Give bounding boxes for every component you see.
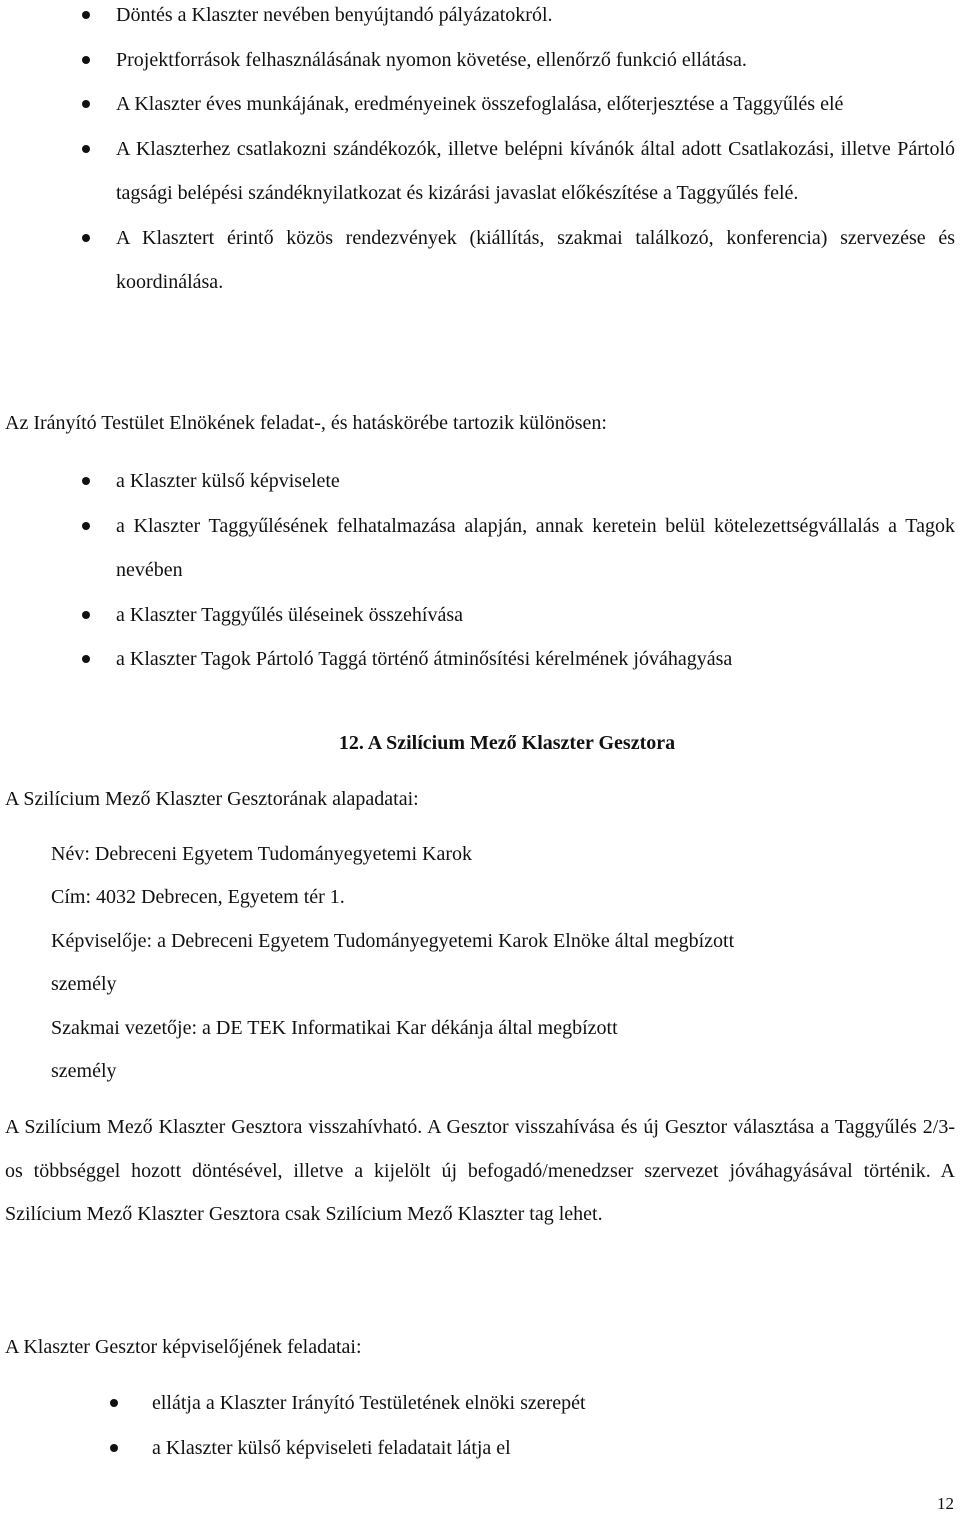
recall-paragraph: A Szilícium Mező Klaszter Gesztora visszahívható. A Gesztor visszahívása és új Gesztor választása a Taggyűlés 2/3-os többséggel hozott döntésével, illetve a kijelölt új befogadó/menedzser szervezet jóváhagyásával történik. A Szilícium Mező Klaszter Gesztora csak Szilícium Mező Klaszter tag lehet. — [5, 1116, 955, 1225]
rep-tasks-list — [152, 1381, 955, 1470]
list-item: Döntés a Klaszter nevében benyújtandó pályázatokról. — [116, 0, 955, 38]
basic-data-intro: A Szilícium Mező Klaszter Gesztorának alapadatai: — [5, 788, 419, 810]
rep-tasks-intro: A Klaszter Gesztor képviselőjének feladatai: — [5, 1336, 362, 1358]
list-item: a Klaszter külső képviseleti feladatait látja el — [152, 1426, 955, 1471]
list-item: a Klaszter Taggyűlésének felhatalmazása alapján, annak keretein belül kötelezettségvállalás a Tagok nevében — [116, 504, 955, 593]
cluster-tasks-list — [116, 0, 955, 305]
section-title: 12. A Szilícium Mező Klaszter Gesztora — [338, 732, 676, 754]
list-item: A Klaszter éves munkájának, eredményeinek összefoglalása, előterjesztése a Taggyűlés elé — [116, 82, 955, 127]
list-item: a Klaszter Taggyűlés üléseinek összehívása — [116, 593, 955, 638]
gestor-address: Cím: 4032 Debrecen, Egyetem tér 1. — [51, 886, 345, 908]
gestor-name: Név: Debreceni Egyetem Tudományegyetemi Karok — [51, 843, 472, 865]
page-number: 12 — [937, 1494, 954, 1513]
list-item: a Klaszter külső képviselete — [116, 459, 955, 504]
list-item: Projektforrások felhasználásának nyomon követése, ellenőrző funkció ellátása. — [116, 38, 955, 83]
president-duties-list — [116, 459, 955, 682]
president-intro: Az Irányító Testület Elnökének feladat-, és hatáskörébe tartozik különösen: — [5, 412, 607, 434]
gestor-representative: Képviselője: a Debreceni Egyetem Tudományegyetemi Karok Elnöke által megbízott — [51, 930, 735, 952]
gestor-professional-lead: Szakmai vezetője: a DE TEK Informatikai Kar dékánja által megbízott — [51, 1017, 618, 1039]
list-item: ellátja a Klaszter Irányító Testületének elnöki szerepét — [152, 1381, 955, 1426]
gestor-professional-lead-cont: személy — [51, 1060, 117, 1082]
gestor-representative-cont: személy — [51, 973, 117, 995]
list-item: A Klasztert érintő közös rendezvények (kiállítás, szakmai találkozó, konferencia) szervezése és koordinálása. — [116, 216, 955, 305]
list-item: a Klaszter Tagok Pártoló Taggá történő átminősítési kérelmének jóváhagyása — [116, 637, 955, 682]
list-item: A Klaszterhez csatlakozni szándékozók, illetve belépni kívánók által adott Csatlakozási, illetve Pártoló tagsági belépési szándéknyilatkozat és kizárási javaslat előkészítése a Taggyűlés felé. — [116, 127, 955, 216]
